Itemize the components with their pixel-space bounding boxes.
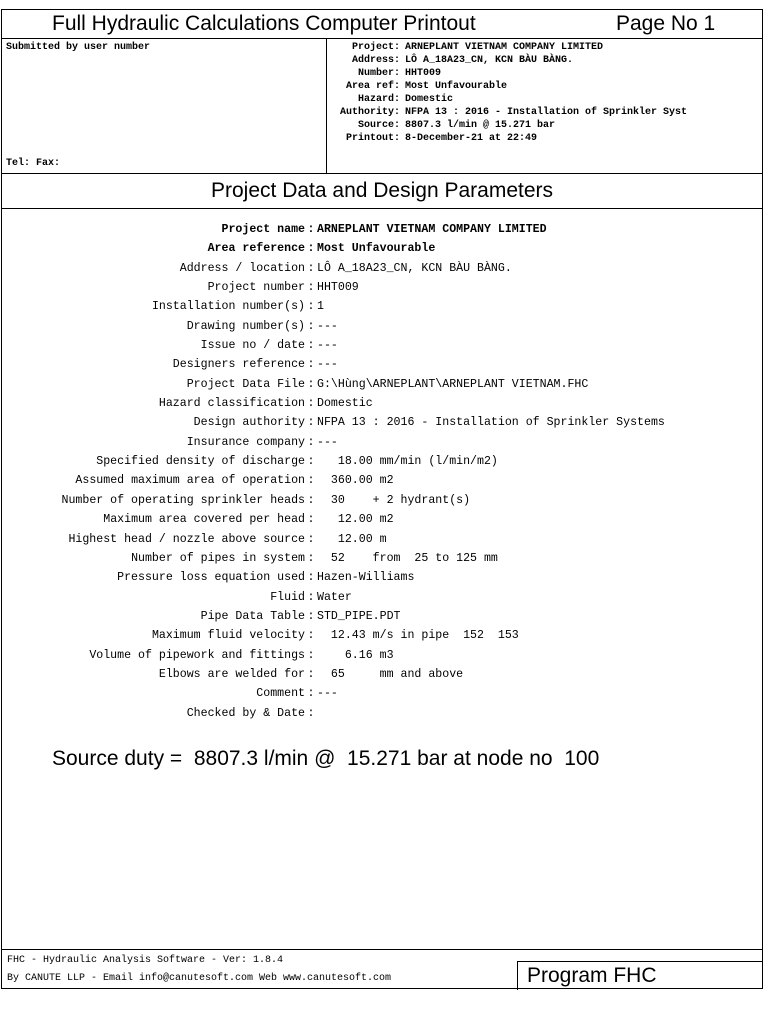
parameter-label: Maximum fluid velocity: [151, 629, 305, 643]
parameter-row: [2, 704, 762, 723]
section-title: Project Data and Design Parameters: [2, 174, 762, 209]
project-info-label: Hazard:: [357, 94, 400, 105]
parameter-row: [2, 259, 762, 278]
parameter-row: [2, 530, 762, 549]
parameter-label: Address / location: [179, 261, 305, 275]
page-number: Page No 1: [616, 12, 716, 35]
parameter-separator: :: [307, 416, 315, 430]
parameter-value: G:\Hùng\ARNEPLANT\ARNEPLANT VIETNAM.FHC: [317, 377, 589, 391]
parameter-separator: :: [307, 242, 315, 256]
parameter-label: Comment: [256, 687, 305, 701]
parameter-separator: :: [307, 223, 315, 236]
parameter-separator: :: [307, 358, 315, 372]
parameter-value: Hazen-Williams: [317, 571, 415, 585]
parameter-value: 30 + 2 hydrant(s): [317, 493, 471, 507]
page-title-bar: [2, 10, 762, 39]
parameter-separator: :: [307, 339, 315, 353]
project-info-row: [328, 80, 762, 93]
parameter-row: [2, 317, 762, 336]
parameter-separator: :: [307, 571, 315, 585]
parameter-label: Highest head / nozzle above source: [68, 532, 305, 546]
parameter-row: [2, 684, 762, 703]
project-info-value: Most Unfavourable: [405, 81, 508, 92]
parameter-value: NFPA 13 : 2016 - Installation of Sprinkler Systems: [317, 416, 665, 430]
parameter-label: Number of operating sprinkler heads: [61, 493, 305, 507]
parameter-separator: :: [307, 261, 315, 275]
project-info-list: [328, 41, 762, 145]
software-version: FHC - Hydraulic Analysis Software - Ver: 1.8.4: [7, 955, 284, 966]
project-info-value: ARNEPLANT VIETNAM COMPANY LIMITED: [405, 42, 604, 53]
parameter-value: ---: [317, 435, 338, 449]
parameter-separator: :: [307, 590, 315, 604]
project-info-label: Authority:: [339, 107, 400, 118]
parameter-value: 6.16 m3: [317, 648, 394, 662]
parameter-value: 52 from 25 to 125 mm: [317, 551, 498, 565]
parameter-value: HHT009: [317, 281, 359, 295]
parameter-value: 12.00 m: [317, 532, 387, 546]
parameter-label: Specified density of discharge: [96, 455, 305, 469]
program-name: Program FHC: [527, 964, 657, 987]
project-info-value: Domestic: [405, 94, 454, 105]
parameter-label: Number of pipes in system: [131, 551, 305, 565]
parameter-separator: :: [307, 629, 315, 643]
project-info-row: [328, 54, 762, 67]
parameter-label: Area reference: [207, 242, 305, 256]
project-info-label: Printout:: [345, 133, 400, 144]
parameter-row: [2, 452, 762, 471]
parameter-row: [2, 278, 762, 297]
parameter-value: 360.00 m2: [317, 474, 394, 488]
project-info-value: NFPA 13 : 2016 - Installation of Sprinkler Syst: [405, 107, 688, 118]
parameter-row: [2, 491, 762, 510]
parameter-label: Insurance company: [186, 435, 305, 449]
parameter-label: Fluid: [270, 590, 305, 604]
parameter-row: [2, 413, 762, 432]
vendor-contact: By CANUTE LLP - Email info@canutesoft.com Web www.canutesoft.com: [7, 973, 392, 984]
parameter-row: [2, 355, 762, 374]
project-info-value: LÔ A_18A23_CN, KCN BÀU BÀNG.: [405, 55, 574, 66]
parameter-separator: :: [307, 609, 315, 623]
parameter-label: Maximum area covered per head: [103, 513, 305, 527]
parameter-separator: :: [307, 648, 315, 662]
parameter-row: [2, 394, 762, 413]
parameter-separator: :: [307, 493, 315, 507]
tel-fax-label: Tel: Fax:: [6, 158, 61, 169]
parameter-separator: :: [307, 687, 315, 701]
parameter-separator: :: [307, 435, 315, 449]
parameter-label: Project Data File: [186, 377, 305, 391]
parameter-separator: :: [307, 551, 315, 565]
parameter-label: Hazard classification: [158, 397, 305, 411]
page-title: Full Hydraulic Calculations Computer Printout: [52, 12, 476, 35]
parameter-label: Installation number(s): [151, 300, 305, 314]
parameter-value: Most Unfavourable: [317, 242, 436, 256]
parameter-label: Drawing number(s): [186, 319, 305, 333]
header-divider: [326, 39, 327, 173]
parameter-value: LÔ A_18A23_CN, KCN BÀU BÀNG.: [317, 261, 512, 275]
project-info-label: Area ref:: [345, 81, 400, 92]
parameter-row: [2, 375, 762, 394]
project-header: [2, 39, 762, 174]
project-info-row: [328, 119, 762, 132]
parameter-row: [2, 626, 762, 645]
parameter-row: [2, 471, 762, 490]
parameter-label: Elbows are welded for: [158, 667, 305, 681]
source-duty: Source duty = 8807.3 l/min @ 15.271 bar at node no 100: [52, 747, 600, 770]
parameter-separator: :: [307, 397, 315, 411]
parameter-row: [2, 336, 762, 355]
parameter-value: 1: [317, 300, 324, 314]
parameter-row: [2, 297, 762, 316]
submitted-by-label: Submitted by user number: [6, 42, 151, 53]
project-info-label: Number:: [357, 68, 400, 79]
parameter-separator: :: [307, 281, 315, 295]
parameter-value: ---: [317, 687, 338, 701]
parameter-value: Domestic: [317, 397, 373, 411]
project-info-row: [328, 67, 762, 80]
parameter-label: Design authority: [193, 416, 305, 430]
parameter-value: 65 mm and above: [317, 667, 464, 681]
project-info-label: Source:: [357, 120, 400, 131]
parameter-row: [2, 220, 762, 239]
project-info-row: [328, 132, 762, 145]
program-box: [517, 961, 762, 990]
project-info-row: [328, 41, 762, 54]
project-info-label: Project:: [351, 42, 400, 53]
project-info-value: HHT009: [405, 68, 442, 79]
parameter-row: [2, 239, 762, 258]
parameter-row: [2, 588, 762, 607]
parameter-value: 12.00 m2: [317, 513, 394, 527]
parameter-row: [2, 433, 762, 452]
project-info-value: 8-December-21 at 22:49: [405, 133, 538, 144]
parameter-row: [2, 549, 762, 568]
project-info-row: [328, 93, 762, 106]
parameter-label: Checked by & Date: [186, 706, 305, 720]
parameter-separator: :: [307, 706, 315, 720]
parameter-separator: :: [307, 474, 315, 488]
parameter-row: [2, 607, 762, 626]
parameter-value: ---: [317, 319, 338, 333]
parameter-value: STD_PIPE.PDT: [317, 609, 401, 623]
parameter-value: ARNEPLANT VIETNAM COMPANY LIMITED: [317, 223, 547, 236]
parameter-value: 18.00 mm/min (l/min/m2): [317, 455, 498, 469]
parameter-separator: :: [307, 667, 315, 681]
parameter-value: Water: [317, 590, 352, 604]
parameter-row: [2, 665, 762, 684]
parameter-value: ---: [317, 358, 338, 372]
parameter-separator: :: [307, 532, 315, 546]
project-info-value: 8807.3 l/min @ 15.271 bar: [405, 120, 556, 131]
parameter-label: Assumed maximum area of operation: [75, 474, 305, 488]
page-footer: [2, 949, 762, 990]
parameter-separator: :: [307, 319, 315, 333]
parameter-separator: :: [307, 513, 315, 527]
parameter-row: [2, 568, 762, 587]
parameter-label: Pipe Data Table: [200, 609, 305, 623]
parameter-value: ---: [317, 339, 338, 353]
parameter-separator: :: [307, 377, 315, 391]
project-info-row: [328, 106, 762, 119]
parameter-label: Project number: [207, 281, 305, 295]
parameter-label: Issue no / date: [200, 339, 305, 353]
parameter-label: Designers reference: [172, 358, 305, 372]
parameter-value: 12.43 m/s in pipe 152 153: [317, 629, 519, 643]
printout-page: [1, 9, 763, 989]
project-info-label: Address:: [351, 55, 400, 66]
parameter-separator: :: [307, 455, 315, 469]
parameter-label: Volume of pipework and fittings: [89, 648, 305, 662]
parameter-row: [2, 646, 762, 665]
parameter-label: Project name: [221, 223, 305, 236]
parameters-list: [2, 220, 762, 723]
parameter-label: Pressure loss equation used: [117, 571, 305, 585]
parameter-separator: :: [307, 300, 315, 314]
parameter-row: [2, 510, 762, 529]
